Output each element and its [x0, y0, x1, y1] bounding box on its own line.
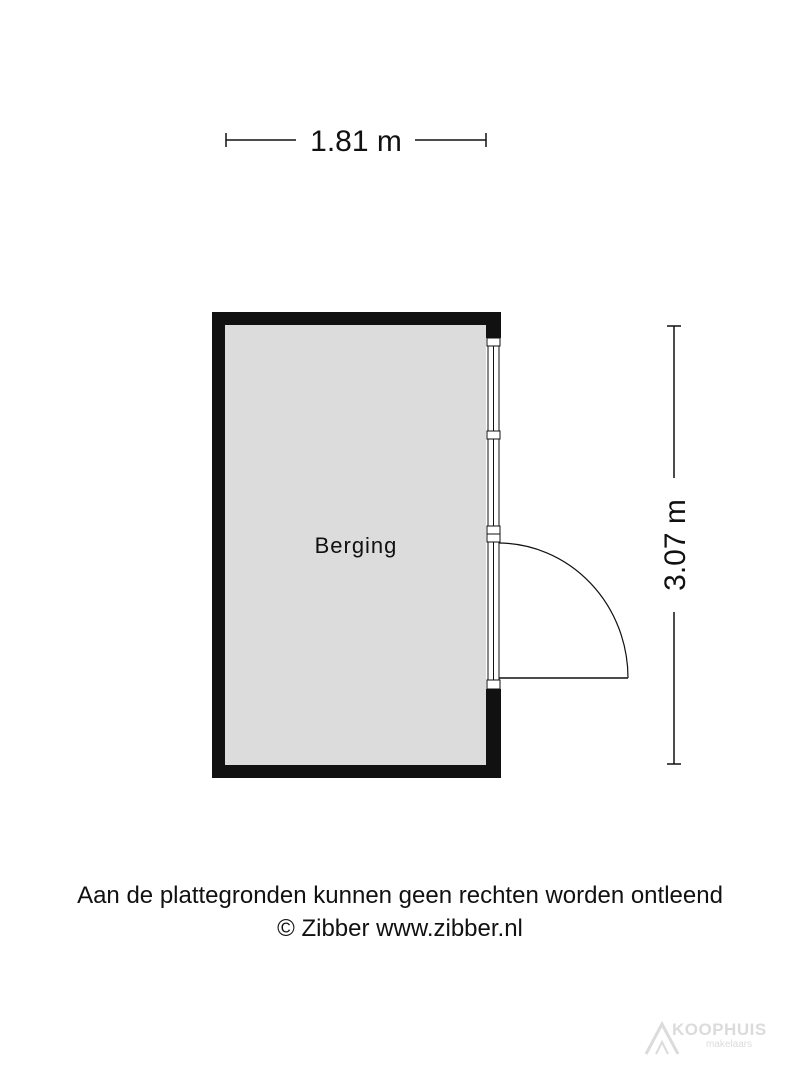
height-dimension-label: 3.07 m	[659, 499, 692, 591]
wall-right-bottom	[486, 689, 501, 778]
window-post-bottom	[487, 526, 500, 534]
width-dimension-label: 1.81 m	[310, 125, 402, 158]
window-post-top	[487, 338, 500, 346]
door	[487, 534, 628, 689]
wall-right-top	[486, 312, 501, 338]
wall-left	[212, 312, 225, 778]
height-dimension	[659, 326, 692, 764]
door-swing-arc	[499, 543, 628, 678]
window	[487, 338, 500, 534]
disclaimer-text: Aan de plattegronden kunnen geen rechten worden ontleend	[77, 882, 723, 909]
wall-bottom	[212, 765, 501, 778]
room-label: Berging	[314, 533, 398, 558]
door-post-top	[487, 534, 500, 542]
watermark-subtitle: makelaars	[706, 1039, 753, 1050]
copyright-text: © Zibber www.zibber.nl	[277, 915, 523, 942]
watermark-name: KOOPHUIS	[672, 1020, 767, 1039]
koophuis-watermark	[642, 1018, 792, 1058]
door-post-bottom	[487, 680, 500, 689]
width-dimension	[226, 125, 486, 158]
window-post-middle	[487, 431, 500, 439]
wall-top	[212, 312, 501, 325]
